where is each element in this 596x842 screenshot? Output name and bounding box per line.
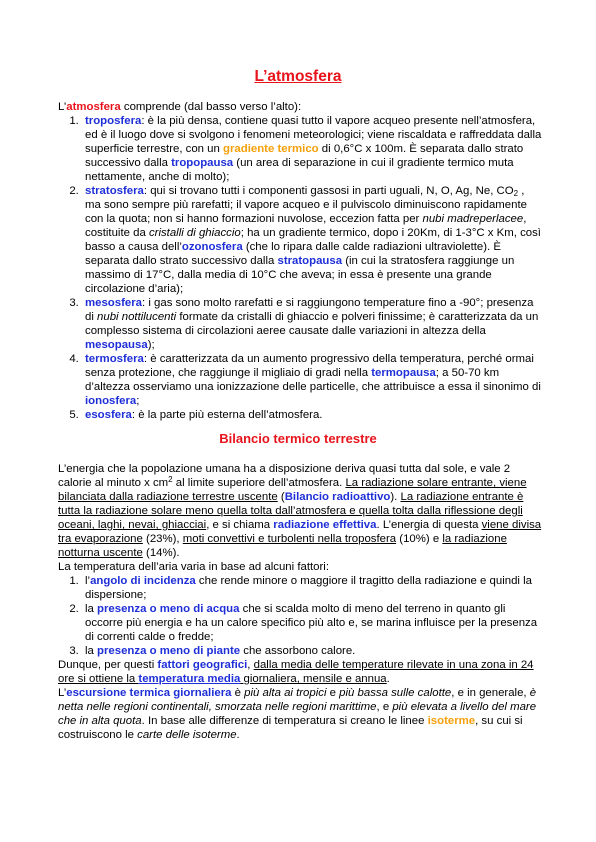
list-item-acqua <box>82 602 542 644</box>
text: (23%), <box>142 533 183 545</box>
text: . <box>236 729 240 741</box>
keyword-isoterme: isoterme <box>427 715 476 727</box>
italic-carte-delle-isoterme: carte delle isoterme <box>137 729 237 741</box>
keyword-presenza-acqua: presenza o meno di acqua <box>97 603 240 615</box>
keyword-presenza-piante: presenza o meno di piante <box>97 645 241 657</box>
keyword-termopausa: termopausa <box>371 367 436 379</box>
text: che rende minore o maggiore il tragitto della radiazione e quindi la dispersione; <box>85 575 532 601</box>
keyword-gradiente-termico: gradiente termico <box>223 143 319 155</box>
text: : qui si trovano tutti i componenti gassosi in parti uguali, N, O, Ag, Ne, CO <box>143 185 514 197</box>
italic-text: è netta nelle regioni continentali, smorzata nelle regioni marittime <box>58 687 537 713</box>
text: la <box>85 645 98 657</box>
atmosphere-layers-list <box>58 114 542 422</box>
temperature-factors-list <box>58 574 542 658</box>
text: : è la più densa, contiene quasi tutto il vapore acqueo presente nell’atmosfera, ed è il luogo dove si svolgono i fenomeni meteorologici; viene riscaldata e raffreddata dalla superficie terrestre, con un <box>85 115 542 155</box>
underlined-text: viene divisa tra evaporazione <box>58 519 542 545</box>
italic-text: più alta ai tropici <box>244 687 327 699</box>
text: ; <box>136 395 140 407</box>
text: , <box>247 659 254 671</box>
text: . <box>386 673 390 685</box>
keyword-termosfera: termosfera <box>85 353 144 365</box>
keyword-stratopausa: stratopausa <box>277 255 343 267</box>
text: Dunque, per questi <box>58 659 158 671</box>
text: : è caratterizzata da un aumento progressivo della temperatura, perché ormai senza protezione, che raggiunge il migliaio di gradi nella <box>85 353 534 379</box>
text: (un area di separazione in cui il gradiente termico muta nettamente, anche di molto); <box>85 157 514 183</box>
text: che si scalda molto di meno del terreno in quanto gli occorre più energia e ha un calore specifico più alto e, se marina influisce per la presenza di correnti calde o fredde; <box>85 603 538 643</box>
italic-nubi-madreperlacee: nubi madreperlacee <box>422 213 524 225</box>
text: , e <box>376 701 393 713</box>
list-item-termosfera <box>82 352 542 408</box>
intro-paragraph <box>58 100 542 114</box>
text: ( <box>277 491 285 503</box>
text: , ma sono sempre più rarefatti; il vapore acqueo e il pulviscolo diminuiscono rapidamente con la quota; non si hanno formazioni nuvolose, eccezion fatta per <box>85 185 527 225</box>
text: al limite superiore dell’atmosfera. <box>172 477 346 489</box>
text: : è la parte più esterna dell’atmosfera. <box>131 409 323 421</box>
list-item-piante <box>82 644 542 658</box>
text: comprende (dal basso verso l’alto): <box>120 101 302 113</box>
keyword-fattori-geografici: fattori geografici <box>157 659 248 671</box>
subscript: 2 <box>513 189 519 198</box>
text: di 0,6°C x 100m. È separata dallo strato successivo dalla <box>85 143 524 169</box>
italic-nubi-nottilucenti: nubi nottilucenti <box>97 311 177 323</box>
temperature-intro: La temperatura dell’aria varia in base ad alcuni fattori: <box>58 561 329 573</box>
keyword-mesopausa: mesopausa <box>85 339 148 351</box>
text: (che lo ripara dalle calde radiazioni ultraviolette). È separata dallo strato successivo dalla <box>85 241 501 267</box>
keyword-ozonosfera: ozonosfera <box>181 241 243 253</box>
keyword-ionosfera: ionosfera <box>85 395 137 407</box>
underlined-text: moti convettivi e turbolenti nella troposfera <box>182 533 397 545</box>
text: l’ <box>85 575 91 587</box>
text: L’ <box>58 687 67 699</box>
text: ). <box>390 491 401 503</box>
text: (14%). <box>142 547 180 559</box>
text: , costituite da <box>85 213 527 239</box>
text: la <box>85 603 98 615</box>
keyword-bilancio-radioattivo: Bilancio radioattivo <box>284 491 391 503</box>
superscript: 2 <box>168 475 173 484</box>
text: , e in generale, <box>451 687 530 699</box>
text: (10%) e <box>396 533 443 545</box>
keyword-esosfera: esosfera <box>85 409 132 421</box>
list-item-troposfera <box>82 114 542 184</box>
italic-text: più elevata a livello del mare che in alta quota <box>58 701 537 727</box>
text: . L’energia di questa <box>376 519 482 531</box>
keyword-angolo-di-incidenza: angolo di incidenza <box>90 575 196 587</box>
list-item-mesosfera <box>82 296 542 352</box>
text: ); <box>147 339 155 351</box>
page-title: L’atmosfera <box>254 68 342 85</box>
underlined-text: dalla media delle temperature rilevate in una zona in 24 ore si ottiene la <box>58 659 534 685</box>
escursione-paragraph <box>58 686 542 742</box>
text: ; a 50-70 km d’altezza osserviamo una ionizzazione delle particelle, che attribuisce a essa il sinonimo di <box>85 367 541 393</box>
keyword-atmosfera: atmosfera <box>66 101 121 113</box>
underlined-text: La radiazione solare entrante, viene bilanciata dalla radiazione terrestre uscente <box>58 477 527 503</box>
text: e <box>326 687 340 699</box>
text: che assorbono calore. <box>240 645 356 657</box>
keyword-escursione-termica: escursione termica giornaliera <box>66 687 232 699</box>
text: . In base alle differenze di temperatura si creano le linee <box>141 715 428 727</box>
bilancio-section <box>58 462 542 742</box>
keyword-stratosfera: stratosfera <box>85 185 144 197</box>
text: : i gas sono molto rarefatti e si raggiungono temperature fino a -90°; presenza di <box>85 297 534 323</box>
dunque-paragraph <box>58 658 542 686</box>
keyword-mesosfera: mesosfera <box>85 297 142 309</box>
list-item-esosfera <box>82 408 542 422</box>
keyword-radiazione-effettiva: radiazione effettiva <box>273 519 377 531</box>
text: L’energia che la popolazione umana ha a disposizione deriva quasi tutta dal sole, e vale 2 calorie al minuto x cm <box>58 463 511 489</box>
atmosphere-section <box>58 100 542 422</box>
text: (in cui la stratosfera raggiunge un massimo di 17°C, dalla media di 10°C che aveva; in essa è presente una grande circolazione d’aria); <box>85 255 515 295</box>
underlined-text: giornaliera, mensile e annua <box>240 673 387 685</box>
text: L’ <box>58 101 67 113</box>
keyword-troposfera: troposfera <box>85 115 142 127</box>
keyword-tropopausa: tropopausa <box>171 157 234 169</box>
underlined-text: la radiazione notturna uscente <box>58 533 507 559</box>
italic-cristalli-di-ghiaccio: cristalli di ghiaccio <box>148 227 241 239</box>
italic-text: più bassa sulle calotte <box>339 687 452 699</box>
bilancio-paragraph <box>58 462 542 560</box>
keyword-temperatura-media: temperatura media <box>138 673 241 685</box>
text: è <box>231 687 245 699</box>
section-title-bilancio: Bilancio termico terrestre <box>219 431 377 446</box>
text: ; ha un gradiente termico, dopo i 20Km, di 1-3°C x Km, così basso a causa dell’ <box>85 227 541 253</box>
text: , su cui si costruiscono le <box>58 715 523 741</box>
underlined-text: La radiazione entrante è tutta la radiazione solare meno quella tolta dall’atmosfera e quella tolta dalla riflessione degli oceani, laghi, nevai, ghiacciai <box>58 491 524 531</box>
text: , e si chiama <box>206 519 274 531</box>
list-item-stratosfera <box>82 184 542 296</box>
text: formate da cristalli di ghiaccio e polveri finissime; è caratterizzata da un complesso sistema di circolazioni aeree causate dalle variazioni in altezza della <box>85 311 539 337</box>
list-item-angolo <box>82 574 542 602</box>
